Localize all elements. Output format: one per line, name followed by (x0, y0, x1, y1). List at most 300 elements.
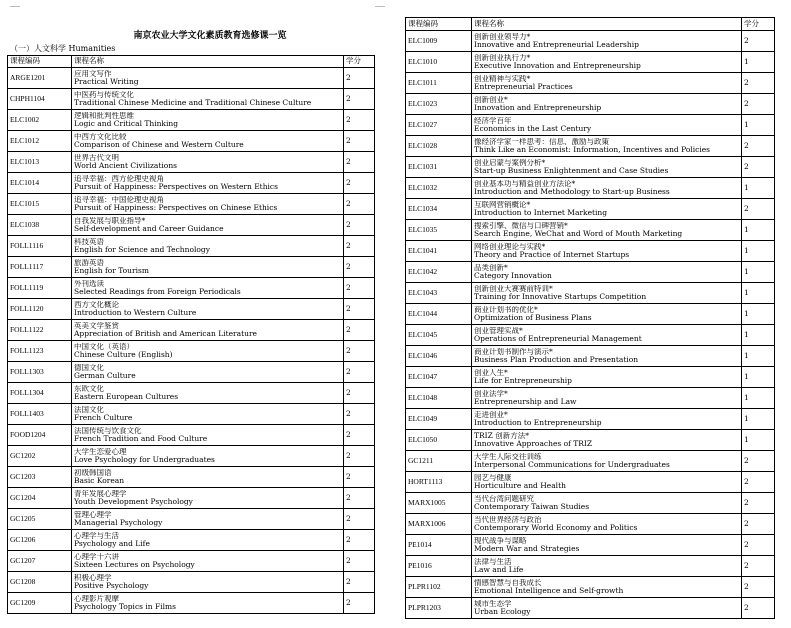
course-credit: 2 (742, 577, 775, 598)
course-row (8, 467, 375, 488)
course-code: CHPH1104 (8, 89, 72, 110)
course-name-cn: 城市生态学 (474, 599, 512, 608)
course-row (406, 199, 775, 220)
course-name-cn: 追寻幸福：中国伦理史视角 (74, 195, 164, 204)
course-code: ELC1034 (406, 199, 472, 220)
course-code: PE1016 (406, 556, 472, 577)
course-row (406, 325, 775, 346)
course-name-cn: 西方文化概论 (74, 300, 119, 309)
course-name-cn: 商业计划书的优化* (474, 305, 538, 314)
course-credit: 2 (344, 68, 375, 89)
page-corner-mark (10, 6, 20, 7)
course-row (406, 136, 775, 157)
course-name-cell (72, 215, 344, 236)
course-name-cell (72, 173, 344, 194)
course-name-cell (472, 367, 742, 388)
course-name-cell (72, 89, 344, 110)
course-name-en: Pursuit of Happiness: Perspectives on Chinese Ethics (74, 204, 278, 212)
course-name-cn: 互联网营销概论* (474, 200, 531, 209)
course-name-en: Life for Entrepreneurship (474, 377, 572, 385)
course-name-cn: 东欧文化 (74, 384, 104, 393)
course-name-cell (472, 535, 742, 556)
course-name-cn: 创业管理实战* (474, 326, 523, 335)
header-code: 课程编码 (406, 18, 472, 31)
course-code: ARGE1201 (8, 68, 72, 89)
course-name-cn: 创新创业大赛赛前特训* (474, 284, 553, 293)
course-name-cell (472, 577, 742, 598)
course-code: FOLL1123 (8, 341, 72, 362)
course-name-cell (472, 430, 742, 451)
course-name-cell (472, 325, 742, 346)
course-credit: 2 (344, 173, 375, 194)
course-code: FOLL1122 (8, 320, 72, 341)
course-name-cell (72, 551, 344, 572)
course-code: ELC1043 (406, 283, 472, 304)
course-name-en: Youth Development Psychology (74, 498, 193, 506)
course-name-en: Economics in the Last Century (474, 125, 592, 133)
course-name-cn: 商业计划书制作与演示* (474, 347, 553, 356)
course-row (8, 572, 375, 593)
course-name-cell (72, 593, 344, 614)
course-row (406, 283, 775, 304)
course-name-cn: 初级韩国语 (74, 468, 112, 477)
course-name-cn: 创新创业* (474, 95, 508, 104)
course-row (8, 320, 375, 341)
course-name-cn: 网络创业理论与实践* (474, 242, 546, 251)
course-name-en: Modern War and Strategies (474, 545, 580, 553)
course-code: ELC1050 (406, 430, 472, 451)
course-name-cn: 逻辑和批判性思维 (74, 111, 134, 120)
course-credit: 2 (344, 530, 375, 551)
table-header-row (406, 18, 775, 31)
course-name-cn: 心理影片观摩 (74, 594, 119, 603)
course-credit: 1 (742, 241, 775, 262)
course-name-cn: 当代台湾问题研究 (474, 494, 534, 503)
course-code: GC1208 (8, 572, 72, 593)
course-name-cell (72, 404, 344, 425)
course-row (406, 241, 775, 262)
course-name-en: Practical Writing (74, 78, 139, 86)
course-row (406, 472, 775, 493)
course-row (8, 425, 375, 446)
course-name-en: Eastern European Cultures (74, 393, 179, 401)
course-code: ELC1032 (406, 178, 472, 199)
course-credit: 2 (344, 131, 375, 152)
course-name-cell (72, 236, 344, 257)
course-code: GC1209 (8, 593, 72, 614)
document-title: 南京农业大学文化素质教育选修课一览 (133, 31, 287, 41)
course-name-en: English for Tourism (74, 267, 149, 275)
course-name-en: Entrepreneurship and Law (474, 398, 577, 406)
course-row (8, 530, 375, 551)
course-code: FOLL1403 (8, 404, 72, 425)
course-credit: 2 (344, 320, 375, 341)
course-name-cn: 心理学十六讲 (74, 552, 119, 561)
course-credit: 2 (344, 152, 375, 173)
course-name-en: Pursuit of Happiness: Perspectives on Western Ethics (74, 183, 278, 191)
course-name-en: Training for Innovative Startups Competition (474, 293, 647, 301)
course-row (8, 446, 375, 467)
course-name-cn: 德国文化 (74, 363, 104, 372)
course-code: ELC1048 (406, 388, 472, 409)
course-credit: 2 (344, 572, 375, 593)
course-credit: 2 (344, 299, 375, 320)
course-credit: 1 (742, 409, 775, 430)
course-name-cn: 心理学与生活 (74, 531, 119, 540)
course-name-en: Introduction to Western Culture (74, 309, 197, 317)
course-name-en: English for Science and Technology (74, 246, 210, 254)
course-row (406, 304, 775, 325)
header-code: 课程编码 (8, 56, 72, 68)
course-credit: 2 (344, 446, 375, 467)
course-row (406, 430, 775, 451)
course-code: PE1014 (406, 535, 472, 556)
course-row (8, 383, 375, 404)
course-credit: 2 (344, 383, 375, 404)
course-row (406, 493, 775, 514)
course-row (8, 509, 375, 530)
course-credit: 2 (344, 404, 375, 425)
course-credit: 2 (742, 598, 775, 619)
course-code: ELC1041 (406, 241, 472, 262)
course-row (406, 346, 775, 367)
course-name-cell (72, 425, 344, 446)
course-credit: 1 (742, 367, 775, 388)
course-name-cn: 应用文写作 (74, 69, 112, 78)
course-row (406, 31, 775, 52)
course-code: GC1207 (8, 551, 72, 572)
course-credit: 2 (742, 535, 775, 556)
course-code: ELC1044 (406, 304, 472, 325)
course-name-cn: 自我发展与职业指导* (74, 216, 146, 225)
course-name-en: Innovative and Entrepreneurial Leadership (474, 41, 639, 49)
course-name-cn: 当代世界经济与政治 (474, 515, 542, 524)
course-name-en: Logic and Critical Thinking (74, 120, 178, 128)
course-row (8, 341, 375, 362)
course-name-en: Chinese Culture (English) (74, 351, 173, 359)
course-code: HORT1113 (406, 472, 472, 493)
course-name-cell (472, 157, 742, 178)
course-name-en: Psychology and Life (74, 540, 150, 548)
course-name-en: Search Engine, WeChat and Word of Mouth Marketing (474, 230, 683, 238)
course-row (406, 94, 775, 115)
course-code: GC1202 (8, 446, 72, 467)
course-row (8, 236, 375, 257)
course-name-cell (72, 299, 344, 320)
course-row (8, 299, 375, 320)
course-code: ELC1027 (406, 115, 472, 136)
course-name-cn: 经济学百年 (474, 116, 512, 125)
course-row (8, 593, 375, 614)
course-name-cn: 创业基本功与精益创业方法论* (474, 179, 576, 188)
course-credit: 2 (344, 257, 375, 278)
course-name-cell (472, 409, 742, 430)
course-name-cn: 外刊选读 (74, 279, 104, 288)
course-code: PLPR1203 (406, 598, 472, 619)
course-name-cn: 园艺与健康 (474, 473, 512, 482)
course-row (8, 194, 375, 215)
course-credit: 1 (742, 178, 775, 199)
course-name-cell (472, 52, 742, 73)
course-row (8, 362, 375, 383)
course-name-cell (472, 94, 742, 115)
course-row (406, 451, 775, 472)
course-name-cell (72, 530, 344, 551)
course-name-cell (72, 362, 344, 383)
course-name-cell (72, 131, 344, 152)
course-credit: 2 (742, 136, 775, 157)
course-name-en: Horticulture and Health (474, 482, 566, 490)
course-code: ELC1049 (406, 409, 472, 430)
course-name-cell (472, 241, 742, 262)
course-name-en: Optimization of Business Plans (474, 314, 592, 322)
course-name-cell (72, 110, 344, 131)
course-name-en: Start-up Business Enlightenment and Case Studies (474, 167, 669, 175)
course-row (8, 404, 375, 425)
course-code: PLPR1102 (406, 577, 472, 598)
course-code: ELC1002 (8, 110, 72, 131)
course-name-cn: 创业法学* (474, 389, 508, 398)
course-credit: 2 (344, 236, 375, 257)
course-code: ELC1031 (406, 157, 472, 178)
course-name-en: Self-development and Career Guidance (74, 225, 224, 233)
course-name-cell (72, 257, 344, 278)
course-credit: 2 (742, 493, 775, 514)
course-name-cn: 追寻幸福：西方伦理史视角 (74, 174, 164, 183)
course-name-cn: 创新创业领导力* (474, 32, 531, 41)
course-name-en: Psychology Topics in Films (74, 603, 176, 611)
course-name-en: Entrepreneurial Practices (474, 83, 573, 91)
course-row (406, 262, 775, 283)
right-course-table (405, 17, 775, 619)
course-name-cell (472, 346, 742, 367)
course-credit: 2 (742, 73, 775, 94)
course-credit: 1 (742, 388, 775, 409)
course-name-cell (472, 283, 742, 304)
course-name-en: Law and Life (474, 566, 524, 574)
course-code: FOOD1204 (8, 425, 72, 446)
header-credit: 学分 (344, 56, 375, 68)
course-credit: 1 (742, 220, 775, 241)
course-name-cn: 积极心理学 (74, 573, 112, 582)
course-name-cn: 法国传统与饮食文化 (74, 426, 142, 435)
course-code: MARX1005 (406, 493, 472, 514)
course-name-cn: 世界古代文明 (74, 153, 119, 162)
course-name-cn: 大学生人际交往训练 (474, 452, 542, 461)
course-name-cell (72, 341, 344, 362)
course-name-cn: 创业启蒙与案例分析* (474, 158, 546, 167)
course-code: MARX1006 (406, 514, 472, 535)
course-name-cell (72, 572, 344, 593)
course-code: FOLL1304 (8, 383, 72, 404)
course-code: ELC1047 (406, 367, 472, 388)
course-name-en: French Tradition and Food Culture (74, 435, 208, 443)
section-heading: （一）人文科学 Humanities (10, 44, 116, 53)
course-name-cell (472, 136, 742, 157)
course-name-en: Operations of Entrepreneurial Management (474, 335, 642, 343)
course-name-cell (72, 488, 344, 509)
course-row (406, 157, 775, 178)
course-name-en: Executive Innovation and Entrepreneurship (474, 62, 641, 70)
course-code: ELC1042 (406, 262, 472, 283)
course-credit: 2 (344, 194, 375, 215)
course-name-en: Appreciation of British and American Literature (74, 330, 257, 338)
page-corner-mark (375, 6, 385, 7)
course-row (8, 131, 375, 152)
course-name-en: Emotional Intelligence and Self-growth (474, 587, 624, 595)
header-credit: 学分 (742, 18, 775, 31)
course-name-en: Sixteen Lectures on Psychology (74, 561, 195, 569)
course-credit: 1 (742, 325, 775, 346)
course-name-cn: 英美文学鉴赏 (74, 321, 119, 330)
course-name-cell (472, 220, 742, 241)
course-row (406, 115, 775, 136)
course-name-cell (72, 278, 344, 299)
course-credit: 2 (344, 593, 375, 614)
course-code: ELC1038 (8, 215, 72, 236)
course-credit: 2 (344, 362, 375, 383)
course-name-en: Introduction to Entrepreneurship (474, 419, 602, 427)
course-code: FOLL1116 (8, 236, 72, 257)
course-row (406, 367, 775, 388)
course-code: ELC1046 (406, 346, 472, 367)
course-name-cell (472, 304, 742, 325)
table-header-row (8, 56, 375, 68)
course-code: GC1204 (8, 488, 72, 509)
course-name-cn: 中国文化（英语） (74, 342, 134, 351)
course-name-cn: 品类创新* (474, 263, 508, 272)
course-code: FOLL1303 (8, 362, 72, 383)
course-credit: 2 (742, 199, 775, 220)
course-name-en: German Culture (74, 372, 136, 380)
course-name-cell (472, 598, 742, 619)
course-code: ELC1014 (8, 173, 72, 194)
course-credit: 2 (344, 488, 375, 509)
course-row (406, 535, 775, 556)
course-name-cn: 像经济学家一样思考：信息、激励与政策 (474, 137, 609, 146)
left-course-table (7, 55, 375, 614)
course-credit: 1 (742, 262, 775, 283)
course-code: FOLL1117 (8, 257, 72, 278)
course-name-cn: 创业人生* (474, 368, 508, 377)
course-row (406, 73, 775, 94)
course-row (406, 577, 775, 598)
course-name-en: Introduction to Internet Marketing (474, 209, 608, 217)
course-name-cell (472, 556, 742, 577)
course-name-en: Basic Korean (74, 477, 125, 485)
course-name-cn: 搜索引擎、微信与口碑营销* (474, 221, 568, 230)
course-credit: 2 (344, 89, 375, 110)
course-name-cell (472, 388, 742, 409)
course-name-cell (72, 68, 344, 89)
course-name-en: Think Like an Economist: Information, Incentives and Policies (474, 146, 711, 154)
course-credit: 2 (742, 514, 775, 535)
course-name-cell (472, 493, 742, 514)
course-credit: 2 (344, 110, 375, 131)
course-code: GC1206 (8, 530, 72, 551)
course-name-cn: 科技英语 (74, 237, 104, 246)
course-name-cell (72, 467, 344, 488)
course-credit: 1 (742, 115, 775, 136)
course-name-cell (472, 31, 742, 52)
course-row (8, 89, 375, 110)
course-credit: 2 (742, 451, 775, 472)
course-name-en: Comparison of Chinese and Western Culture (74, 141, 244, 149)
course-name-en: Love Psychology for Undergraduates (74, 456, 215, 464)
course-row (8, 173, 375, 194)
course-name-cell (472, 73, 742, 94)
course-credit: 2 (742, 31, 775, 52)
course-row (8, 488, 375, 509)
course-code: ELC1009 (406, 31, 472, 52)
course-name-en: Contemporary World Economy and Politics (474, 524, 638, 532)
course-credit: 2 (344, 215, 375, 236)
course-name-cn: 现代战争与谋略 (474, 536, 527, 545)
course-name-en: Positive Psychology (74, 582, 149, 590)
course-row (8, 278, 375, 299)
course-credit: 2 (344, 467, 375, 488)
course-name-en: French Culture (74, 414, 133, 422)
course-name-en: Business Plan Production and Presentation (474, 356, 639, 364)
course-code: ELC1028 (406, 136, 472, 157)
course-credit: 1 (742, 52, 775, 73)
course-name-cn: 创新创业执行力* (474, 53, 531, 62)
course-code: FOLL1119 (8, 278, 72, 299)
course-name-cn: 情感智慧与自我成长 (474, 578, 542, 587)
course-name-cell (72, 509, 344, 530)
course-code: ELC1035 (406, 220, 472, 241)
course-name-cell (472, 262, 742, 283)
course-name-cell (72, 152, 344, 173)
course-row (406, 178, 775, 199)
course-name-cn: TRIZ 创新方法* (474, 431, 529, 440)
course-row (406, 409, 775, 430)
course-code: ELC1013 (8, 152, 72, 173)
course-credit: 2 (742, 472, 775, 493)
course-row (8, 152, 375, 173)
course-credit: 1 (742, 346, 775, 367)
course-name-en: Traditional Chinese Medicine and Traditional Chinese Culture (74, 99, 312, 107)
course-code: GC1211 (406, 451, 472, 472)
course-name-cn: 大学生恋爱心理 (74, 447, 127, 456)
course-row (406, 388, 775, 409)
course-name-cn: 法律与生活 (474, 557, 512, 566)
course-name-cell (472, 514, 742, 535)
course-name-cn: 旅游英语 (74, 258, 104, 267)
course-row (8, 110, 375, 131)
course-row (406, 514, 775, 535)
course-code: ELC1045 (406, 325, 472, 346)
course-name-cell (472, 199, 742, 220)
course-name-cell (472, 178, 742, 199)
course-credit: 2 (344, 341, 375, 362)
course-name-en: Innovative Approaches of TRIZ (474, 440, 593, 448)
course-code: GC1205 (8, 509, 72, 530)
course-credit: 2 (742, 157, 775, 178)
course-row (406, 52, 775, 73)
course-credit: 2 (344, 278, 375, 299)
course-name-en: Managerial Psychology (74, 519, 163, 527)
course-code: ELC1015 (8, 194, 72, 215)
course-name-cn: 青年发展心理学 (74, 489, 127, 498)
course-name-cell (472, 115, 742, 136)
course-row (8, 215, 375, 236)
course-name-en: Contemporary Taiwan Studies (474, 503, 590, 511)
course-credit: 2 (344, 425, 375, 446)
course-name-cell (72, 446, 344, 467)
course-credit: 2 (344, 551, 375, 572)
course-name-en: Interpersonal Communications for Undergraduates (474, 461, 670, 469)
